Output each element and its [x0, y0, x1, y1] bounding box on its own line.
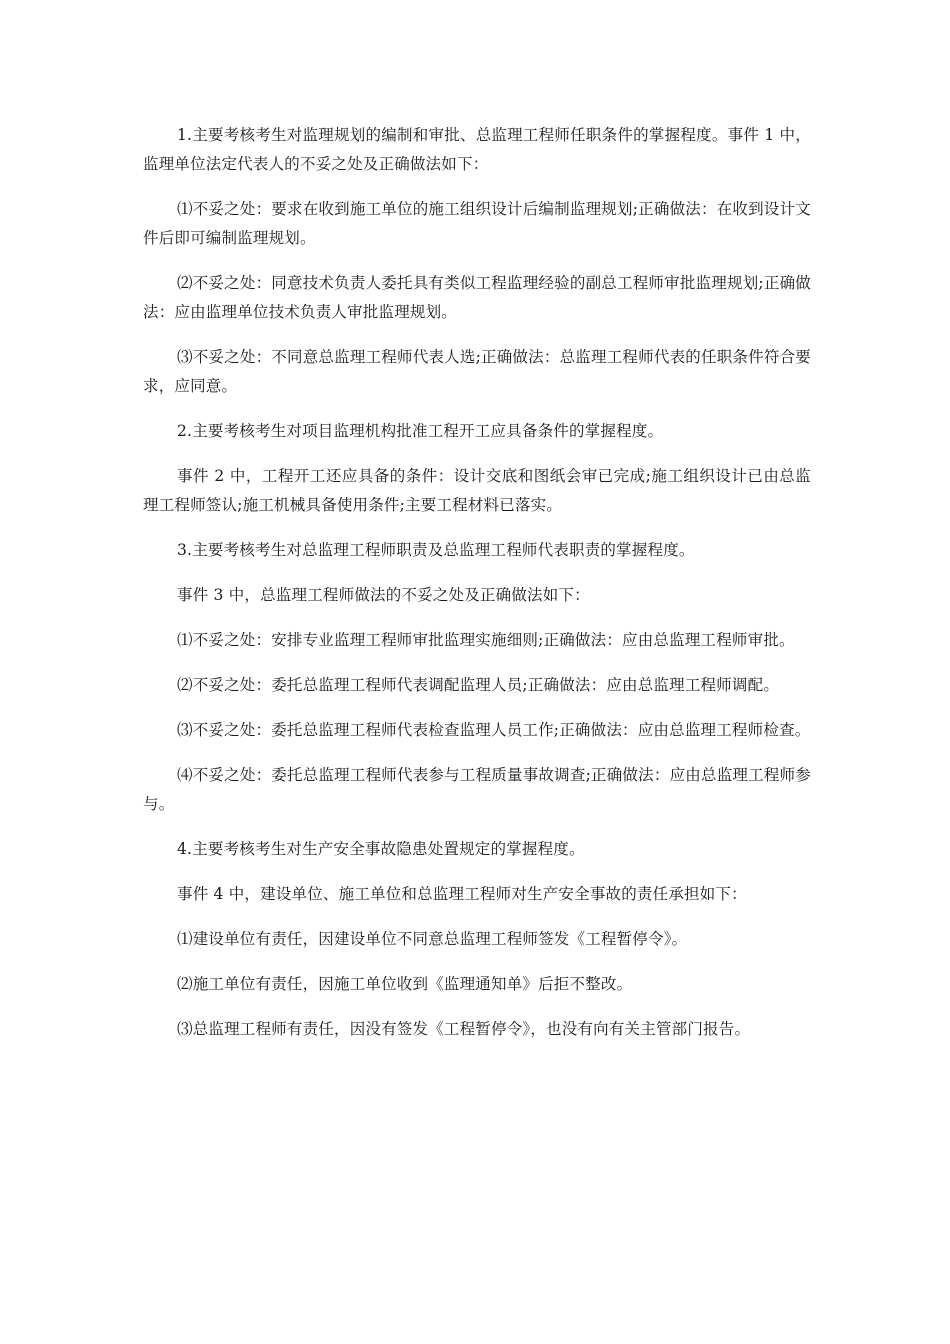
paragraph-17: ⑶总监理工程师有责任，因没有签发《工程暂停令》，也没有向有关主管部门报告。	[177, 1020, 751, 1038]
paragraph-10: ⑵不妥之处：委托总监理工程师代表调配监理人员;正确做法：应由总监理工程师调配。	[177, 676, 780, 694]
paragraph-8: 事件 3 中，总监理工程师做法的不妥之处及正确做法如下：	[177, 586, 590, 604]
paragraph-13: 4.主要考核考生对生产安全事故隐患处置规定的掌握程度。	[177, 840, 585, 858]
paragraph-3: ⑵不妥之处：同意技术负责人委托具有类似工程监理经验的副总工程师审批监理规划;正确做法：应由监理单位技术负责人审批监理规划。	[143, 274, 811, 321]
paragraph-5: 2.主要考核考生对项目监理机构批准工程开工应具备条件的掌握程度。	[177, 422, 664, 440]
paragraph-14: 事件 4 中，建设单位、施工单位和总监理工程师对生产安全事故的责任承担如下：	[177, 885, 747, 903]
paragraph-11: ⑶不妥之处：委托总监理工程师代表检查监理人员工作;正确做法：应由总监理工程师检查。	[177, 721, 811, 739]
paragraph-7: 3.主要考核考生对总监理工程师职责及总监理工程师代表职责的掌握程度。	[177, 541, 695, 559]
paragraph-2: ⑴不妥之处：要求在收到施工单位的施工组织设计后编制监理规划;正确做法：在收到设计文件后即可编制监理规划。	[143, 200, 811, 247]
paragraph-4: ⑶不妥之处：不同意总监理工程师代表人选;正确做法：总监理工程师代表的任职条件符合要求，应同意。	[143, 348, 811, 395]
paragraph-16: ⑵施工单位有责任，因施工单位收到《监理通知单》后拒不整改。	[177, 975, 633, 993]
paragraph-6: 事件 2 中，工程开工还应具备的条件：设计交底和图纸会审已完成;施工组织设计已由总监理工程师签认;施工机械具备使用条件;主要工程材料已落实。	[143, 467, 811, 514]
paragraph-9: ⑴不妥之处：安排专业监理工程师审批监理实施细则;正确做法：应由总监理工程师审批。	[177, 631, 795, 649]
paragraph-12: ⑷不妥之处：委托总监理工程师代表参与工程质量事故调查;正确做法：应由总监理工程师参与。	[143, 766, 811, 813]
document-body	[143, 121, 811, 1060]
paragraph-1: 1.主要考核考生对监理规划的编制和审批、总监理工程师任职条件的掌握程度。事件 1 中，监理单位法定代表人的不妥之处及正确做法如下：	[143, 126, 811, 173]
paragraph-15: ⑴建设单位有责任，因建设单位不同意总监理工程师签发《工程暂停令》。	[177, 930, 688, 948]
